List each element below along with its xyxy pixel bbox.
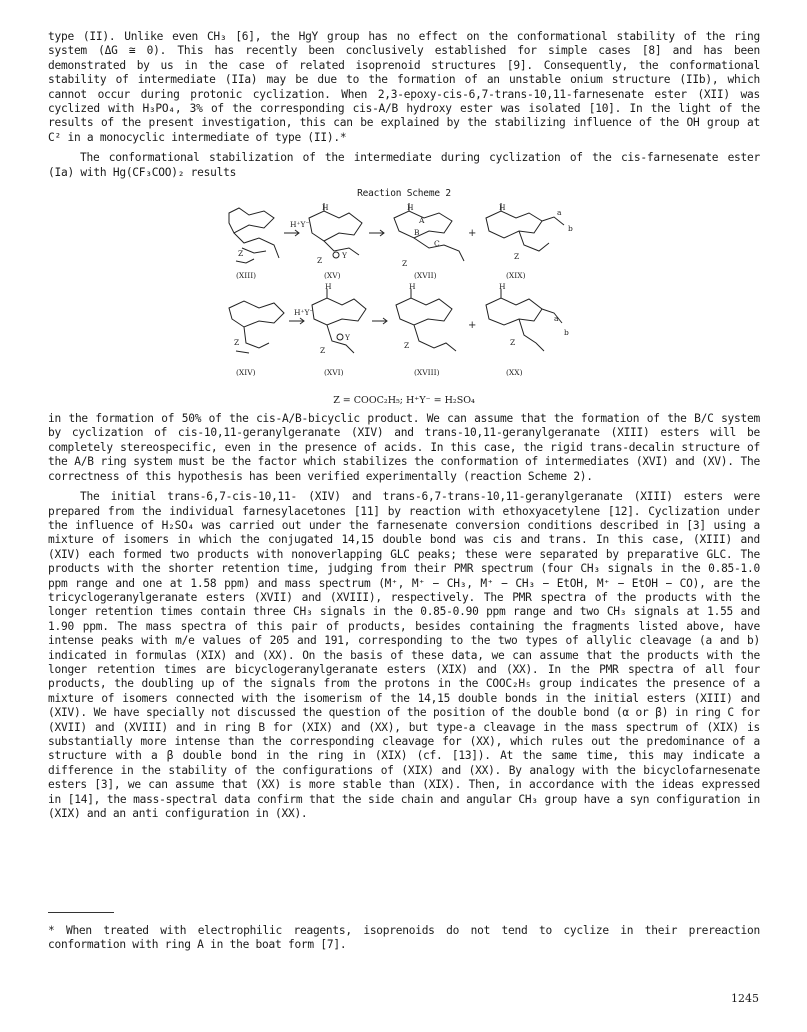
cleavage-b-top: b: [568, 224, 573, 234]
label-xx: (XX): [506, 368, 523, 378]
reaction-scheme-figure: [224, 203, 584, 393]
atom-z-3: Z: [402, 259, 408, 269]
ring-a-label: A: [419, 216, 425, 226]
atom-z-1: Z: [238, 249, 244, 259]
footnote: * When treated with electrophilic reagents, isoprenoids do not tend to cyclize in their prereaction conformation with ring A in the boat form [7].: [48, 924, 760, 952]
ring-c-label: C: [434, 239, 440, 249]
cleavage-a-bottom: a: [554, 314, 559, 324]
structure-xv: [309, 203, 362, 261]
structure-xvi: [312, 289, 366, 356]
label-xiii: (XIII): [236, 271, 257, 281]
reagent-label-bottom: H⁺Y⁻: [294, 308, 314, 318]
atom-h-1: H: [322, 203, 329, 213]
atom-h-3: H: [499, 203, 506, 213]
structure-xvii: [394, 203, 464, 261]
paragraph-2: The conformational stabilization of the intermediate during cyclization of the cis-farnesenate ester (Ia) with Hg(CF₃COO)₂ results: [48, 151, 760, 179]
paragraph-3: in the formation of 50% of the cis-A/B-bicyclic product. We can assume that the formation of the B/C system by cyclization of cis-10,11-geranylgeranate (XIV) and trans-10,11-geranylgeranate (XIII) esters will be completely stereospecific, even in the presence of acids. In this case, the rigid trans-decalin structure of the A/B ring system must be the factor which stabilizes the conformation of intermediates (XVI) and (XV). The correctness of this hypothesis has been verified experimentally (reaction Scheme 2).: [48, 412, 760, 483]
label-xiv: (XIV): [236, 368, 256, 378]
page-number: 1245: [731, 992, 759, 1005]
ring-b-label: B: [414, 228, 420, 238]
atom-h-5: H: [409, 282, 416, 292]
label-xvi: (XVI): [324, 368, 344, 378]
footnote-rule: [48, 912, 114, 913]
scheme-legend: Z = COOC₂H₅; H⁺Y⁻ = H₂SO₄: [333, 395, 475, 407]
cleavage-a-top: a: [557, 208, 562, 218]
atom-y-1: Y: [342, 251, 347, 261]
atom-y-2: Y: [345, 333, 350, 343]
scheme-caption: Reaction Scheme 2: [357, 188, 451, 200]
structure-xx: [486, 289, 562, 351]
structure-xiii: [229, 208, 279, 263]
plus-sign-bottom: +: [468, 320, 477, 332]
plus-sign-top: +: [468, 228, 477, 240]
atom-z-6: Z: [320, 346, 326, 356]
label-xviii: (XVIII): [414, 368, 440, 378]
paragraph-4: The initial trans-6,7-cis-10,11- (XIV) and trans-6,7-trans-10,11-geranylgeranate (XIII) esters were prepared from the individual farnesylacetones [11] by reaction with ethoxyacetylene [12]. Cyclization under the influence of H₂SO₄ was carried out under the farnesenate conversion conditions described in [3] using a mixture of isomers in which the conjugated 14,15 double bond was cis and trans. In this case, (XIII) and (XIV) each formed two products with nonoverlapping GLC peaks; these were separated by preparative GLC. The products with the shorter retention time, judging from their PMR spectrum (four CH₃ signals in the 0.85-1.0 ppm range and one at 1.58 ppm) and mass spectrum (M⁺, M⁺ − CH₃, M⁺ − CH₃ − EtOH, M⁺ − EtOH − CO), are the tricyclogeranylgeranate esters (XVII) and (XVIII), respectively. The PMR spectra of the products with the longer retention times contain three CH₃ signals in the 0.85-0.90 ppm range and two CH₃ signals at 1.55 and 1.90 ppm. The mass spectra of this pair of products, besides containing the fragments listed above, have intense peaks with m/e values of 205 and 191, corresponding to the two types of allylic cleavage (a and b) indicated in formulas (XIX) and (XX). On the basis of these data, we can assume that the products with the longer retention times are bicyclogeranylgeranate esters (XIX) and (XX). In the PMR spectra of all four products, the doubling up of the signals from the protons in the COOC₂H₅ group indicates the presence of a mixture of isomers connected with the isomerism of the 14,15 double bonds in the initial esters (XIII) and (XIV). We have specially not discussed the question of the position of the double bond (α or β) in ring C for (XVII) and (XVIII) and in ring B for (XIX) and (XX), but type-a cleavage in the mass spectrum of (XIX) is substantially more intense than the corresponding cleavage for (XX), which rules out the predominance of a structure with a β double bond in the ring in (XIX) (cf. [13]). At the same time, this may indicate a difference in the stability of the configurations of (XIX) and (XX). By analogy with the bicyclofarnesenate esters [3], we can assume that (XX) is more stable than (XIX). Then, in accordance with the ideas expressed in [14], the mass-spectral data confirm that the side chain and angular CH₃ group have a syn configuration in (XIX) and an anti configuration in (XX).: [48, 490, 760, 821]
cleavage-b-bottom: b: [564, 328, 569, 338]
page-body: [48, 30, 760, 821]
structure-xix: [486, 203, 564, 251]
atom-z-8: Z: [510, 338, 516, 348]
atom-z-2: Z: [317, 256, 323, 266]
atom-z-4: Z: [514, 252, 520, 262]
atom-z-5: Z: [234, 338, 240, 348]
label-xv: (XV): [324, 271, 341, 281]
label-xix: (XIX): [506, 271, 526, 281]
reagent-label-top: H⁺Y⁻: [290, 220, 310, 230]
atom-z-7: Z: [404, 341, 410, 351]
atom-h-4: H: [325, 282, 332, 292]
atom-h-2: H: [407, 203, 414, 213]
paragraph-1: type (II). Unlike even CH₃ [6], the HgY group has no effect on the conformational stability of the ring system (ΔG ≅ 0). This has recently been conclusively established for simple cases [8] and has been demonstrated by us in the case of related isoprenoid structures [9]. Consequently, the conformational stability of intermediate (IIa) may be due to the formation of an unstable onium structure (IIb), which cannot occur during protonic cyclization. When 2,3-epoxy-cis-6,7-trans-10,11-farnesenate ester (XII) was cyclized with H₃PO₄, 3% of the corresponding cis-A/B hydroxy ester was isolated [10]. In the light of the results of the present investigation, this can be explained by the stabilizing influence of the OH group at C² in a monocyclic intermediate of type (II).*: [48, 30, 760, 144]
label-xvii: (XVII): [414, 271, 437, 281]
atom-h-6: H: [499, 282, 506, 292]
